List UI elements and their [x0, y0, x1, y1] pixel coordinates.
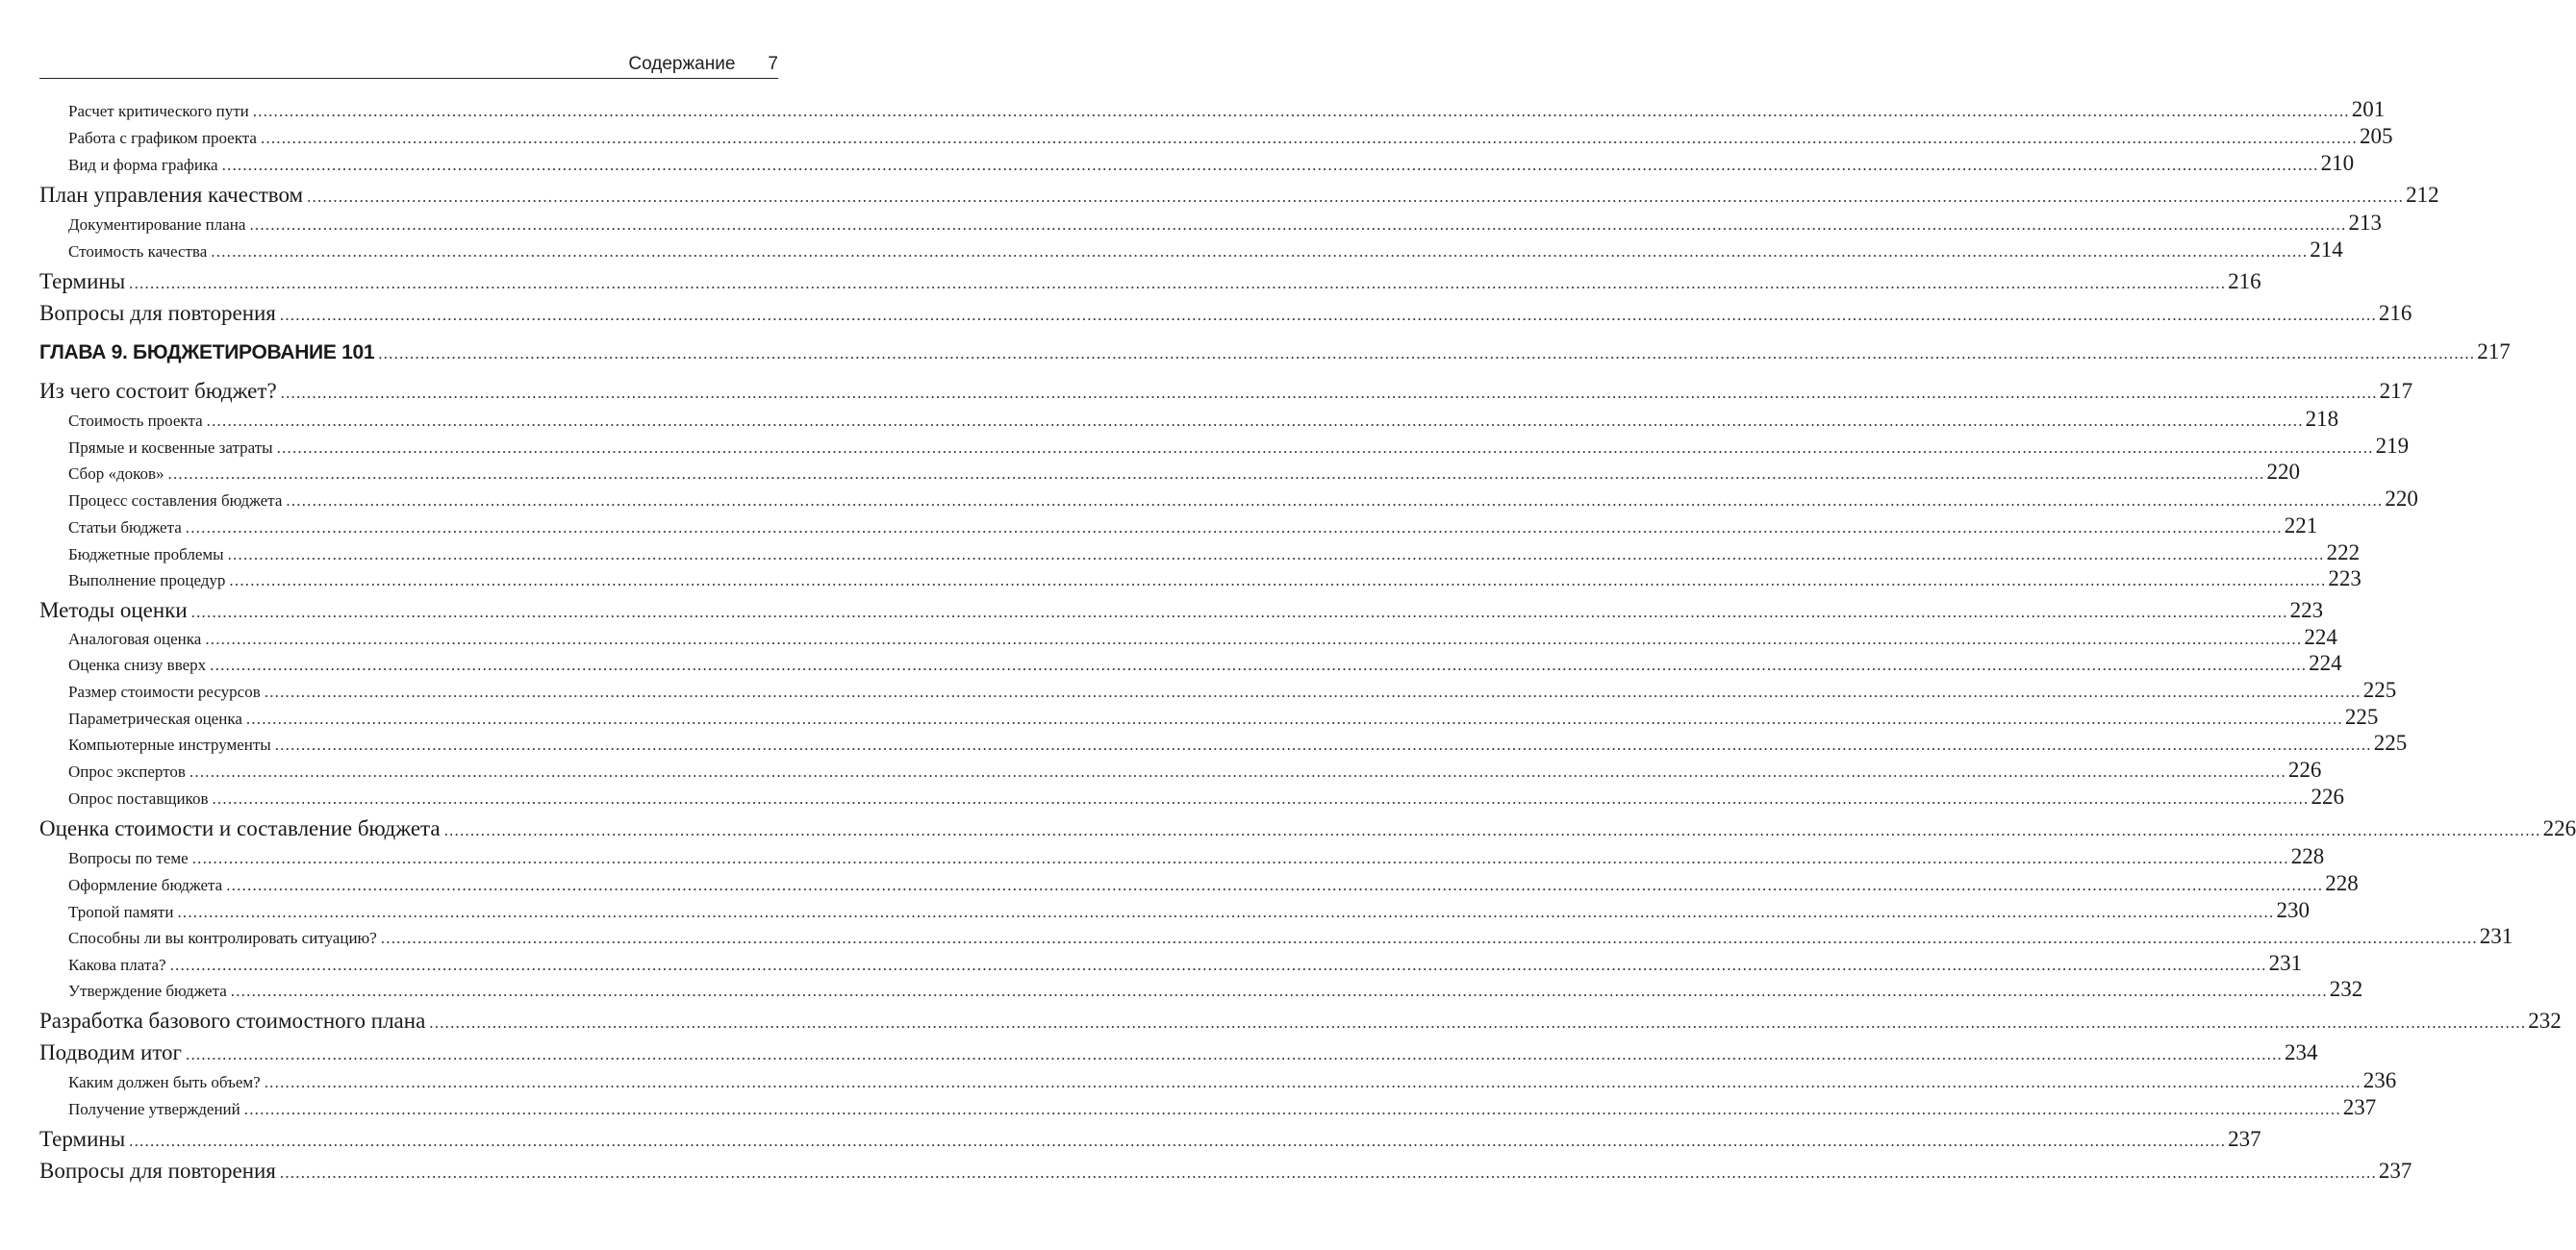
running-head: [39, 54, 778, 77]
toc-entry: [39, 678, 2397, 703]
toc-dot-leader: ................................................................................................................................................................................................................................................................................................................................................................................................................: [264, 683, 2361, 701]
toc-dot-leader: ................................................................................................................................................................................................................................................................................................................................................................................................................: [211, 242, 2309, 261]
toc-entry-page-number: 226: [2287, 758, 2322, 782]
toc-dot-leader: ................................................................................................................................................................................................................................................................................................................................................................................................................: [226, 876, 2324, 894]
toc-entry-page-number: 234: [2285, 1040, 2318, 1064]
toc-entry-page-number: 225: [2373, 731, 2408, 755]
toc-entry-page-number: 212: [2406, 183, 2439, 207]
toc-entry: [39, 151, 2355, 176]
toc-entry: [39, 758, 2322, 783]
toc-entry-title: Оценка снизу вверх: [68, 656, 207, 674]
toc-entry: [39, 785, 2344, 810]
toc-entry: [39, 183, 2439, 208]
toc-entry-title: Статьи бюджета: [68, 518, 182, 537]
toc-dot-leader: ................................................................................................................................................................................................................................................................................................................................................................................................................: [286, 491, 2384, 510]
toc-entry-title: Документирование плана: [68, 215, 246, 234]
toc-entry-title: Опрос экспертов: [68, 762, 186, 781]
toc-entry: [39, 1095, 2377, 1120]
toc-entry-page-number: 216: [2228, 269, 2261, 293]
toc-entry-title: Вопросы для повторения: [39, 301, 276, 325]
toc-entry: [39, 434, 2410, 459]
header-rule: [39, 78, 778, 79]
toc-entry-title: Оценка стоимости и составление бюджета: [39, 816, 441, 840]
running-head-section: Содержание: [628, 54, 736, 74]
toc-entry-title: Сбор «доков»: [68, 464, 164, 483]
toc-entry-page-number: 231: [2268, 951, 2303, 975]
toc-entry-title: Работа с графиком проекта: [68, 129, 257, 147]
toc-dot-leader: ................................................................................................................................................................................................................................................................................................................................................................................................................: [276, 438, 2374, 457]
toc-dot-leader: ................................................................................................................................................................................................................................................................................................................................................................................................................: [206, 412, 2304, 430]
toc-entry: [39, 651, 2342, 676]
toc-entry-title: Аналоговая оценка: [68, 630, 202, 648]
toc-entry-page-number: 231: [2479, 924, 2513, 948]
toc-entry-page-number: 217: [2379, 379, 2413, 403]
running-head-page-number: 7: [768, 54, 778, 74]
toc-dot-leader: ................................................................................................................................................................................................................................................................................................................................................................................................................: [185, 518, 2283, 537]
toc-entry: [39, 487, 2418, 512]
toc-entry-title: Способны ли вы контролировать ситуацию?: [68, 929, 377, 947]
toc-entry-page-number: 237: [2228, 1127, 2261, 1151]
toc-entry: [39, 1159, 2412, 1184]
toc-dot-leader: ................................................................................................................................................................................................................................................................................................................................................................................................................: [245, 710, 2343, 728]
toc-entry: [39, 513, 2318, 538]
toc-entry-title: Стоимость качества: [68, 242, 208, 261]
toc-entry-title: Разработка базового стоимостного плана: [39, 1009, 426, 1033]
toc-entry: [39, 871, 2359, 896]
toc-dot-leader: ................................................................................................................................................................................................................................................................................................................................................................................................................: [252, 102, 2350, 120]
toc-entry-title: Оформление бюджета: [68, 876, 223, 894]
toc-entry-title: Подводим итог: [39, 1040, 182, 1064]
toc-entry: [39, 1127, 2261, 1152]
toc-entry: [39, 460, 2301, 485]
toc-entry-page-number: 201: [2351, 97, 2386, 121]
toc-entry-page-number: 223: [2289, 598, 2324, 622]
toc-entry-page-number: 230: [2276, 898, 2310, 922]
toc-dot-leader: ................................................................................................................................................................................................................................................................................................................................................................................................................: [274, 736, 2372, 754]
toc-dot-leader: ................................................................................................................................................................................................................................................................................................................................................................................................................: [249, 215, 2347, 234]
toc-dot-leader: ................................................................................................................................................................................................................................................................................................................................................................................................................: [210, 656, 2308, 674]
toc-entry-page-number: 224: [2309, 651, 2342, 675]
toc-dot-leader: ................................................................................................................................................................................................................................................................................................................................................................................................................: [177, 903, 2275, 921]
toc-entry-page-number: 236: [2362, 1068, 2397, 1092]
toc-dot-leader: ................................................................................................................................................................................................................................................................................................................................................................................................................: [227, 545, 2325, 563]
toc-chapter-entry: [39, 339, 2511, 364]
toc-entry-title: Бюджетные проблемы: [68, 545, 224, 563]
toc-dot-leader: ................................................................................................................................................................................................................................................................................................................................................................................................................: [169, 956, 2267, 974]
toc-dot-leader: ................................................................................................................................................................................................................................................................................................................................................................................................................: [243, 1100, 2341, 1118]
toc-dot-leader: ................................................................................................................................................................................................................................................................................................................................................................................................................: [229, 571, 2327, 589]
toc-entry: [39, 379, 2413, 404]
toc-entry-title: Компьютерные инструменты: [68, 736, 271, 754]
toc-entry-page-number: 224: [2304, 625, 2337, 649]
toc-entry-page-number: 218: [2305, 407, 2339, 431]
toc-dot-leader: ................................................................................................................................................................................................................................................................................................................................................................................................................: [186, 1045, 2283, 1063]
toc-entry-page-number: 228: [2325, 871, 2359, 895]
toc-entry-title: Процесс составления бюджета: [68, 491, 283, 510]
toc-entry: [39, 269, 2261, 294]
toc-entry: [39, 625, 2337, 650]
toc-entry-page-number: 205: [2359, 124, 2393, 148]
toc-entry-page-number: 220: [2385, 487, 2418, 511]
toc-dot-leader: ................................................................................................................................................................................................................................................................................................................................................................................................................: [443, 821, 2541, 839]
toc-dot-leader: ................................................................................................................................................................................................................................................................................................................................................................................................................: [378, 344, 2476, 362]
toc-entry-title: Вид и форма графика: [68, 156, 218, 174]
toc-dot-leader: ................................................................................................................................................................................................................................................................................................................................................................................................................: [191, 849, 2289, 867]
toc-entry-page-number: 232: [2528, 1009, 2562, 1033]
toc-entry: [39, 898, 2310, 923]
toc-entry-page-number: 219: [2375, 434, 2410, 458]
toc-entry: [39, 951, 2303, 976]
toc-entry: [39, 977, 2363, 1002]
toc-entry-page-number: 226: [2542, 816, 2576, 840]
toc-dot-leader: ................................................................................................................................................................................................................................................................................................................................................................................................................: [280, 384, 2378, 402]
toc-entry: [39, 1068, 2397, 1093]
toc-entry-title: Получение утверждений: [68, 1100, 240, 1118]
toc-entry-page-number: 216: [2378, 301, 2412, 325]
toc-dot-leader: ................................................................................................................................................................................................................................................................................................................................................................................................................: [264, 1073, 2361, 1091]
toc-dot-leader: ................................................................................................................................................................................................................................................................................................................................................................................................................: [212, 789, 2310, 808]
toc-dot-leader: ................................................................................................................................................................................................................................................................................................................................................................................................................: [380, 929, 2478, 947]
toc-dot-leader: ................................................................................................................................................................................................................................................................................................................................................................................................................: [429, 1013, 2527, 1032]
toc-entry: [39, 844, 2325, 869]
toc-dot-leader: ................................................................................................................................................................................................................................................................................................................................................................................................................: [307, 188, 2405, 206]
toc-entry-title: Каким должен быть объем?: [68, 1073, 261, 1091]
toc-entry: [39, 566, 2361, 591]
toc-entry-page-number: 228: [2290, 844, 2325, 868]
toc-entry: [39, 1009, 2562, 1034]
toc-entry: [39, 124, 2393, 149]
toc-entry-title: Какова плата?: [68, 956, 166, 974]
toc-dot-leader: ................................................................................................................................................................................................................................................................................................................................................................................................................: [167, 464, 2265, 483]
toc-entry-title: Термины: [39, 1127, 126, 1151]
toc-entry-title: Утверждение бюджета: [68, 982, 227, 1000]
toc-entry-title: Размер стоимости ресурсов: [68, 683, 261, 701]
toc-entry-page-number: 225: [2362, 678, 2397, 702]
toc-dot-leader: ................................................................................................................................................................................................................................................................................................................................................................................................................: [129, 274, 2227, 292]
toc-entry-page-number: 232: [2329, 977, 2363, 1001]
toc-dot-leader: ................................................................................................................................................................................................................................................................................................................................................................................................................: [221, 156, 2319, 174]
toc-entry-title: Параметрическая оценка: [68, 710, 242, 728]
toc-entry: [39, 924, 2513, 949]
toc-dot-leader: ................................................................................................................................................................................................................................................................................................................................................................................................................: [279, 306, 2377, 324]
toc-entry: [39, 816, 2576, 841]
toc-entry-title: Методы оценки: [39, 598, 188, 622]
toc-entry-page-number: 217: [2477, 339, 2511, 363]
toc-entry: [39, 211, 2382, 236]
toc-entry: [39, 407, 2339, 432]
toc-entry-page-number: 220: [2266, 460, 2301, 484]
toc-dot-leader: ................................................................................................................................................................................................................................................................................................................................................................................................................: [205, 630, 2303, 648]
toc-entry-page-number: 225: [2344, 705, 2379, 729]
toc-dot-leader: ................................................................................................................................................................................................................................................................................................................................................................................................................: [189, 762, 2286, 781]
toc-entry-title: Вопросы для повторения: [39, 1159, 276, 1183]
toc-entry-title: Тропой памяти: [68, 903, 174, 921]
toc-entry-page-number: 222: [2326, 540, 2361, 564]
toc-entry: [39, 97, 2386, 122]
toc-dot-leader: ................................................................................................................................................................................................................................................................................................................................................................................................................: [129, 1132, 2227, 1150]
toc-entry-title: Термины: [39, 269, 126, 293]
toc-entry-page-number: 226: [2311, 785, 2344, 809]
toc-entry-title: Вопросы по теме: [68, 849, 189, 867]
toc-entry: [39, 1040, 2318, 1065]
toc-dot-leader: ................................................................................................................................................................................................................................................................................................................................................................................................................: [230, 982, 2328, 1000]
toc-entry-title: Прямые и косвенные затраты: [68, 438, 273, 457]
toc-entry-title: План управления качеством: [39, 183, 304, 207]
toc-entry-title: ГЛАВА 9. БЮДЖЕТИРОВАНИЕ 101: [39, 341, 375, 363]
toc-entry-title: Выполнение процедур: [68, 571, 226, 589]
toc-entry: [39, 705, 2379, 730]
toc-entry-page-number: 213: [2348, 211, 2382, 235]
toc-entry-page-number: 237: [2342, 1095, 2377, 1119]
toc-entry: [39, 598, 2324, 623]
toc-entry-title: Стоимость проекта: [68, 412, 203, 430]
toc-entry-title: Опрос поставщиков: [68, 789, 209, 808]
toc-dot-leader: ................................................................................................................................................................................................................................................................................................................................................................................................................: [260, 129, 2358, 147]
toc-entry-title: Из чего состоит бюджет?: [39, 379, 277, 403]
toc-dot-leader: ................................................................................................................................................................................................................................................................................................................................................................................................................: [190, 603, 2288, 621]
toc-entry-page-number: 210: [2320, 151, 2355, 175]
toc-dot-leader: ................................................................................................................................................................................................................................................................................................................................................................................................................: [279, 1163, 2377, 1182]
toc-entry: [39, 301, 2412, 326]
toc-entry-page-number: 237: [2378, 1159, 2412, 1183]
toc-entry-page-number: 214: [2310, 238, 2343, 262]
toc-entry: [39, 540, 2361, 565]
toc-entry-page-number: 223: [2328, 566, 2361, 590]
toc-entry: [39, 238, 2343, 262]
toc-entry-page-number: 221: [2284, 513, 2318, 538]
toc-entry: [39, 731, 2408, 756]
toc-entry-title: Расчет критического пути: [68, 102, 249, 120]
